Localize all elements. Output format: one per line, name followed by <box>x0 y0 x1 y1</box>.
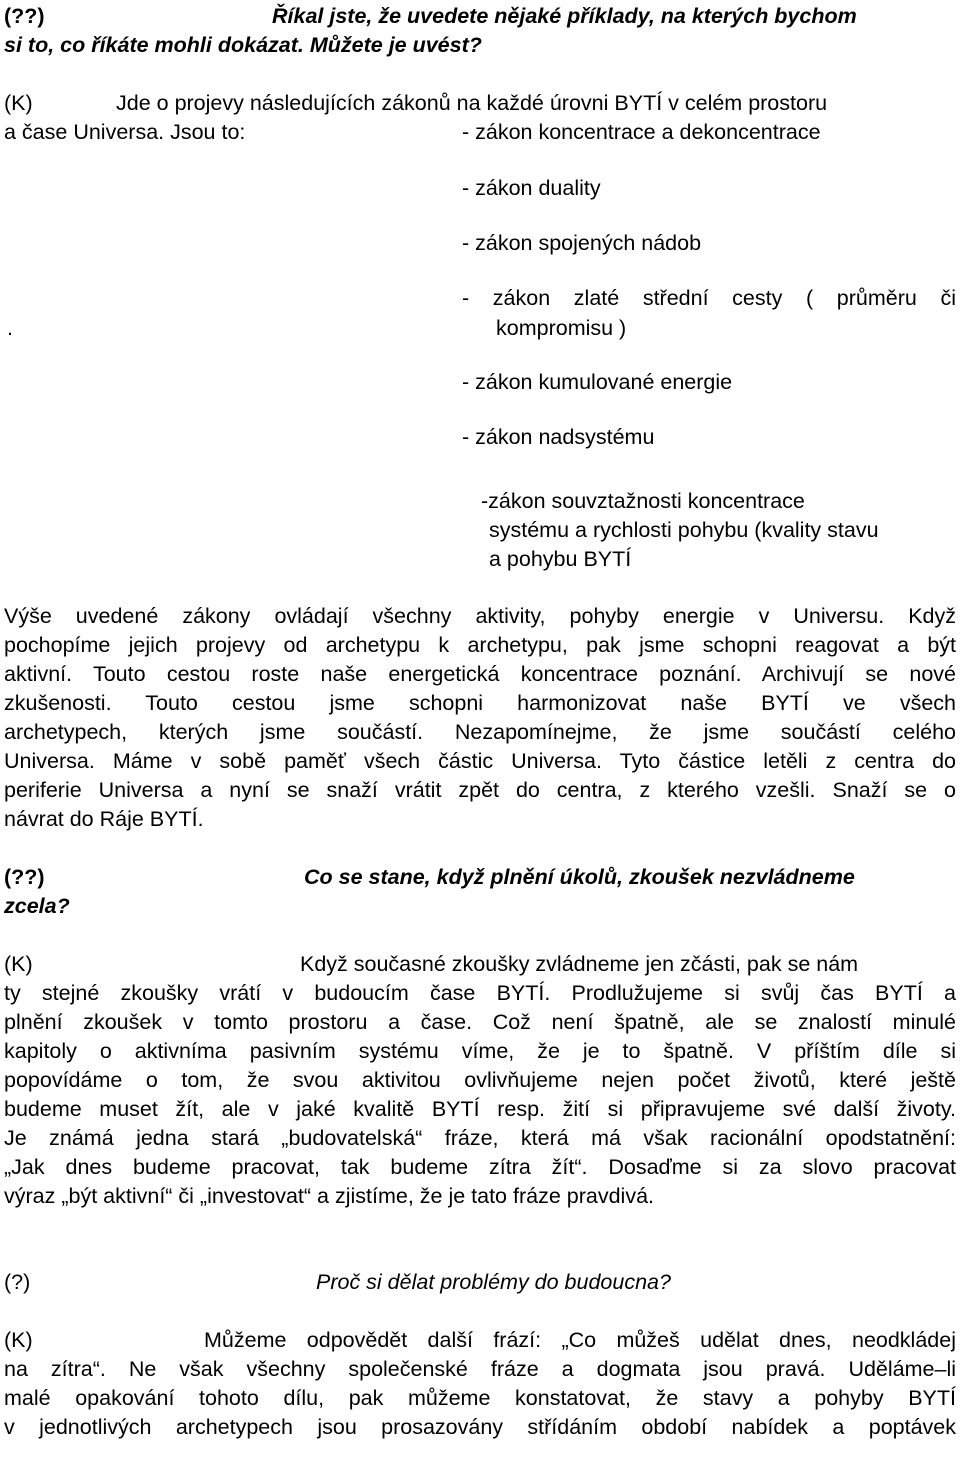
question-text-line: zcela? <box>4 894 70 918</box>
question-text-line: Proč si dělat problémy do budoucna? <box>316 1270 671 1294</box>
answer-tag: (K) <box>4 91 33 115</box>
question-tag: (??) <box>4 865 45 889</box>
answer-tag: (K) <box>4 1328 33 1352</box>
answer-text-line: Jde o projevy následujících zákonů na každé úrovni BYTÍ v celém prostoru <box>116 91 828 115</box>
answer-tag: (K) <box>4 952 33 976</box>
law-item: - zákon zlaté střední cesty ( průměru či <box>462 286 956 310</box>
law-item-continuation: kompromisu ) <box>496 316 627 340</box>
answer-text-line: „Jak dnes budeme pracovat, tak budeme zítra žít“. Dosaďme si za slovo pracovat <box>4 1155 956 1179</box>
answer-text-line: Můžeme odpovědět další frází: „Co můžeš udělat dnes, neodkládej <box>204 1328 956 1352</box>
paragraph-line: návrat do Ráje BYTÍ. <box>4 807 204 831</box>
law-item-continuation: systému a rychlosti pohybu (kvality stavu <box>489 518 879 542</box>
question-tag: (?) <box>4 1270 31 1294</box>
paragraph-line: zkušenosti. Touto cestou jsme schopni harmonizovat naše BYTÍ ve všech <box>4 691 956 715</box>
answer-text-line: budeme muset žít, ale v jaké kvalitě BYTÍ resp. žití si připravujeme své další životy. <box>4 1097 956 1121</box>
law-item: - zákon nadsystému <box>462 425 655 449</box>
law-item-continuation: a pohybu BYTÍ <box>489 547 632 571</box>
paragraph-line: archetypech, kterých jsme součástí. Nezapomínejme, že jsme součástí celého <box>4 720 956 744</box>
answer-text-line: popovídáme o tom, že svou aktivitou ovlivňujeme nejen počet životů, které ještě <box>4 1068 956 1092</box>
answer-text-line: Když současné zkoušky zvládneme jen zčásti, pak se nám <box>300 952 859 976</box>
paragraph-line: Výše uvedené zákony ovládají všechny aktivity, pohyby energie v Universu. Když <box>4 604 956 628</box>
answer-text-line: v jednotlivých archetypech jsou prosazovány střídáním období nabídek a poptávek <box>4 1415 956 1439</box>
law-item: - zákon duality <box>462 176 601 200</box>
answer-text-line: kapitoly o aktivníma pasivním systému víme, že je to špatně. V příštím díle si <box>4 1039 956 1063</box>
paragraph-line: pochopíme jejich projevy od archetypu k archetypu, pak jsme schopni reagovat a být <box>4 633 956 657</box>
answer-text-line: Je známá jedna stará „budovatelská“ fráze, která má však racionální opodstatnění: <box>4 1126 956 1150</box>
answer-text-line: ty stejné zkoušky vrátí v budoucím čase BYTÍ. Prodlužujeme si svůj čas BYTÍ a <box>4 981 956 1005</box>
question-text-line: Říkal jste, že uvedete nějaké příklady, na kterých bychom <box>272 4 857 28</box>
answer-text-line: výraz „být aktivní“ či „investovat“ a zjistíme, že je tato fráze pravdivá. <box>4 1184 654 1208</box>
law-item: - zákon koncentrace a dekoncentrace <box>462 120 821 144</box>
paragraph-line: periferie Universa a nyní se snaží vrátit zpět do centra, z kterého vzešli. Snaží se o <box>4 778 956 802</box>
answer-text-line: na zítra“. Ne však všechny společenské fráze a dogmata jsou pravá. Uděláme–li <box>4 1357 956 1381</box>
law-item: -zákon souvztažnosti koncentrace <box>481 489 805 513</box>
question-tag: (??) <box>4 4 45 28</box>
answer-text-line: malé opakování tohoto dílu, pak můžeme konstatovat, že stavy a pohyby BYTÍ <box>4 1386 956 1410</box>
law-item: - zákon spojených nádob <box>462 231 702 255</box>
paragraph-line: Universa. Máme v sobě paměť všech částic Universa. Tyto částice letěli z centra do <box>4 749 956 773</box>
paragraph-line: aktivní. Touto cestou roste naše energetická koncentrace poznání. Archivují se nové <box>4 662 956 686</box>
question-text-line: Co se stane, když plnění úkolů, zkoušek nezvládneme <box>304 865 855 889</box>
answer-text-line: plnění zkoušek v tomto prostoru a čase. Což není špatně, ale se znalostí minulé <box>4 1010 956 1034</box>
stray-dot: . <box>7 316 13 340</box>
answer-text-line: a čase Universa. Jsou to: <box>4 120 246 144</box>
law-item: - zákon kumulované energie <box>462 370 733 394</box>
question-text-line: si to, co říkáte mohli dokázat. Můžete je uvést? <box>4 33 482 57</box>
